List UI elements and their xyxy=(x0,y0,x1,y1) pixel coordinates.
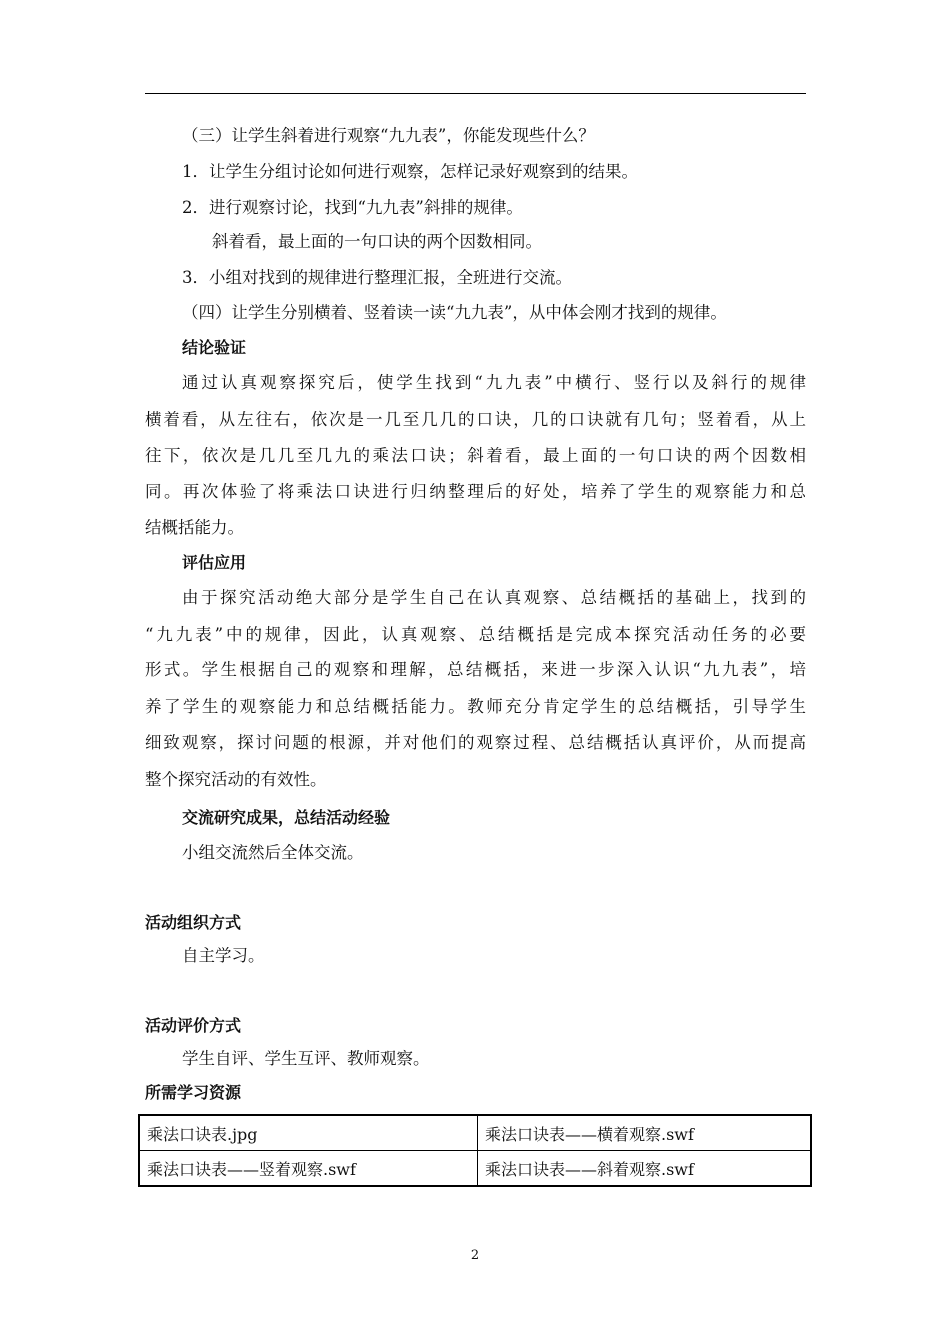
heading-assessment: 活动评价方式 xyxy=(145,1016,242,1035)
table-row xyxy=(139,1115,811,1151)
exchange-text: 小组交流然后全体交流。 xyxy=(182,843,364,862)
conclusion-line-2: 横着看，从左往右，依次是一几至几几的口诀，几的口诀就有几句；竖着看，从上 xyxy=(145,410,806,429)
heading-evaluation: 评估应用 xyxy=(182,553,247,572)
step-four-line: （四）让学生分别横着、竖着读一读“九九表”，从中体会刚才找到的规律。 xyxy=(182,303,727,322)
heading-organization: 活动组织方式 xyxy=(145,913,242,932)
step-item-2: 2．进行观察讨论，找到“九九表”斜排的规律。 xyxy=(182,198,523,217)
heading-resources: 所需学习资源 xyxy=(145,1083,242,1102)
table-row xyxy=(139,1151,811,1187)
step-item-1: 1．让学生分组讨论如何进行观察，怎样记录好观察到的结果。 xyxy=(182,162,638,181)
resource-cell: 乘法口诀表——横着观察.swf xyxy=(478,1115,812,1151)
assessment-text: 学生自评、学生互评、教师观察。 xyxy=(182,1049,430,1068)
step-item-2-detail: 斜着看，最上面的一句口诀的两个因数相同。 xyxy=(212,232,542,251)
resource-cell: 乘法口诀表——竖着观察.swf xyxy=(139,1151,478,1187)
header-rule xyxy=(145,93,806,94)
conclusion-line-5: 结概括能力。 xyxy=(145,518,244,537)
heading-exchange: 交流研究成果，总结活动经验 xyxy=(182,808,391,827)
step-three-line: （三）让学生斜着进行观察“九九表”，你能发现些什么？ xyxy=(182,126,595,145)
evaluation-line-3: 形式。学生根据自己的观察和理解，总结概括，来进一步深入认识“九九表”，培 xyxy=(145,660,806,679)
resource-cell: 乘法口诀表.jpg xyxy=(139,1115,478,1151)
resources-table xyxy=(138,1114,812,1187)
resource-cell: 乘法口诀表——斜着观察.swf xyxy=(478,1151,812,1187)
conclusion-line-3: 往下，依次是几几至几九的乘法口诀；斜着看，最上面的一句口诀的两个因数相 xyxy=(145,446,806,465)
step-item-3: 3．小组对找到的规律进行整理汇报，全班进行交流。 xyxy=(182,268,572,287)
conclusion-line-1: 通过认真观察探究后，使学生找到“九九表”中横行、竖行以及斜行的规律 xyxy=(182,373,806,392)
page-number: 2 xyxy=(470,1248,480,1263)
organization-text: 自主学习。 xyxy=(182,946,265,965)
evaluation-line-6: 整个探究活动的有效性。 xyxy=(145,770,327,789)
evaluation-line-1: 由于探究活动绝大部分是学生自己在认真观察、总结概括的基础上，找到的 xyxy=(182,588,806,607)
heading-conclusion: 结论验证 xyxy=(182,338,247,357)
evaluation-line-5: 细致观察，探讨问题的根源，并对他们的观察过程、总结概括认真评价，从而提高 xyxy=(145,733,806,752)
evaluation-line-4: 养了学生的观察能力和总结概括能力。教师充分肯定学生的总结概括，引导学生 xyxy=(145,697,806,716)
conclusion-line-4: 同。再次体验了将乘法口诀进行归纳整理后的好处，培养了学生的观察能力和总 xyxy=(145,482,806,501)
evaluation-line-2: “九九表”中的规律，因此，认真观察、总结概括是完成本探究活动任务的必要 xyxy=(145,625,806,644)
